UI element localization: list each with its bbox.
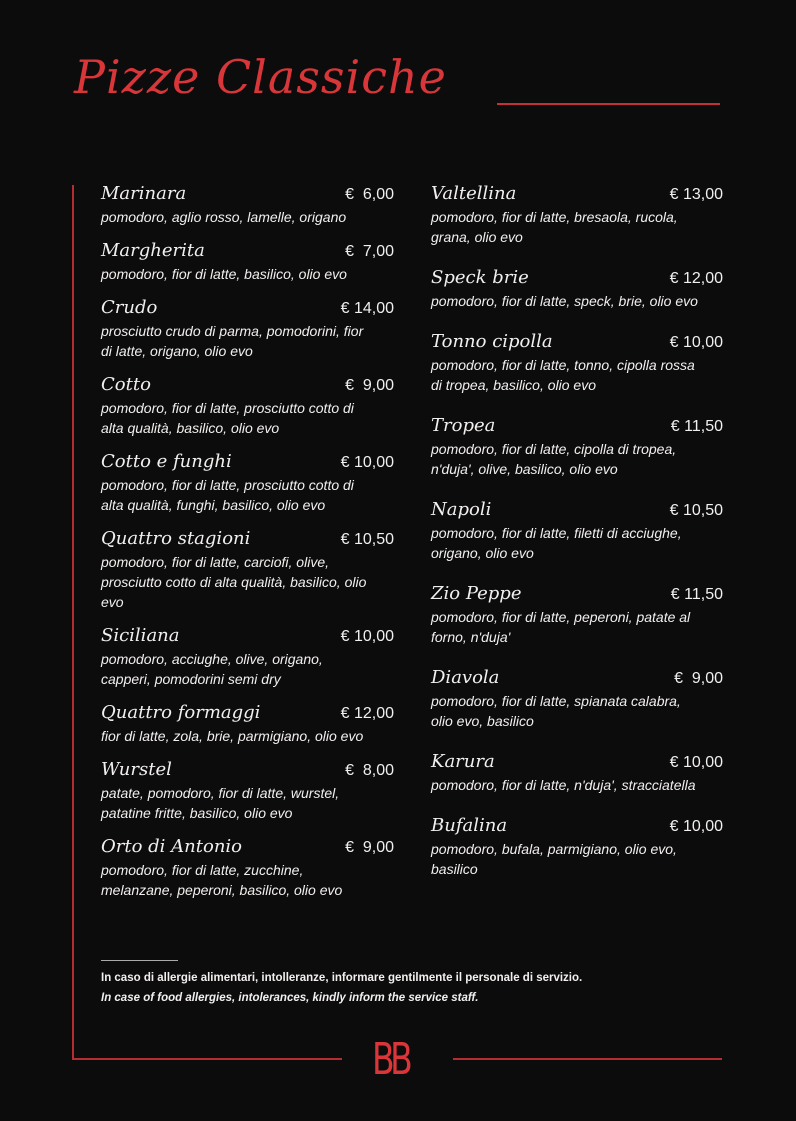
menu-item	[431, 331, 723, 395]
item-name: Orto di Antonio	[101, 836, 243, 857]
menu-item	[101, 374, 394, 438]
item-ingredients: pomodoro, fior di latte, speck, brie, olio evo	[431, 293, 698, 309]
item-price: € 10,50	[340, 531, 394, 548]
menu-item	[101, 451, 394, 515]
item-price: € 7,00	[345, 243, 394, 260]
item-name: Diavola	[431, 667, 500, 688]
item-ingredients: pomodoro, fior di latte, cipolla di tropea, n'duja', olive, basilico, olio evo	[431, 441, 677, 477]
frame-bottom-line-left	[72, 1058, 342, 1060]
menu-item	[101, 528, 394, 612]
menu-item	[431, 267, 723, 311]
menu-item-header	[101, 625, 394, 649]
menu-item	[101, 240, 394, 284]
item-price: € 13,00	[669, 186, 723, 203]
item-ingredients: prosciutto crudo di parma, pomodorini, fior di latte, origano, olio evo	[101, 323, 364, 359]
item-name: Speck brie	[431, 267, 529, 288]
menu-item	[101, 702, 394, 746]
item-name: Napoli	[431, 499, 492, 520]
menu-item-header	[431, 415, 723, 439]
menu-item-header	[101, 451, 394, 475]
menu-item	[101, 297, 394, 361]
item-price: € 6,00	[345, 186, 394, 203]
menu-item-header	[101, 297, 394, 321]
menu-item-header	[431, 583, 723, 607]
item-name: Karura	[431, 751, 495, 772]
item-price: € 11,50	[670, 418, 723, 435]
allergy-note-italian: In caso di allergie alimentari, intolleranze, informare gentilmente il personale di servizio.	[101, 972, 583, 984]
menu-item	[431, 667, 723, 731]
item-ingredients: pomodoro, fior di latte, zucchine, melanzane, peperoni, basilico, olio evo	[101, 862, 343, 898]
item-name: Cotto e funghi	[101, 451, 232, 472]
item-name: Tropea	[431, 415, 496, 436]
allergy-note-english: In case of food allergies, intolerances, kindly inform the service staff.	[101, 992, 479, 1004]
item-ingredients: pomodoro, fior di latte, filetti di acciughe, origano, olio evo	[431, 525, 682, 561]
item-name: Siciliana	[101, 625, 180, 646]
item-ingredients: pomodoro, acciughe, olive, origano, capperi, pomodorini semi dry	[101, 651, 323, 687]
menu-item-header	[101, 759, 394, 783]
item-name: Bufalina	[431, 815, 508, 836]
item-ingredients: patate, pomodoro, fior di latte, wurstel, patatine fritte, basilico, olio evo	[101, 785, 340, 821]
brand-logo: BB	[372, 1034, 409, 1085]
item-name: Quattro stagioni	[101, 528, 251, 549]
item-ingredients: fior di latte, zola, brie, parmigiano, olio evo	[101, 728, 364, 744]
menu-column-right	[431, 183, 723, 899]
item-price: € 11,50	[670, 586, 723, 603]
item-ingredients: pomodoro, bufala, parmigiano, olio evo, basilico	[431, 841, 677, 877]
item-ingredients: pomodoro, fior di latte, prosciutto cotto di alta qualità, basilico, olio evo	[101, 400, 354, 436]
item-price: € 14,00	[340, 300, 394, 317]
item-price: € 9,00	[345, 839, 394, 856]
item-price: € 12,00	[340, 705, 394, 722]
menu-item	[101, 836, 394, 900]
menu-item-header	[431, 815, 723, 839]
menu-item-header	[431, 267, 723, 291]
menu-item	[101, 759, 394, 823]
menu-item-header	[101, 240, 394, 264]
item-ingredients: pomodoro, fior di latte, n'duja', stracciatella	[431, 777, 696, 793]
menu-item	[431, 815, 723, 879]
frame-bottom-line-right	[453, 1058, 722, 1060]
item-price: € 10,00	[669, 818, 723, 835]
item-price: € 8,00	[345, 762, 394, 779]
page-title: Pizze Classiche	[74, 50, 447, 104]
menu-item	[431, 751, 723, 795]
item-name: Valtellina	[431, 183, 517, 204]
item-price: € 10,00	[669, 334, 723, 351]
menu-item	[431, 499, 723, 563]
menu-item-header	[431, 751, 723, 775]
item-name: Tonno cipolla	[431, 331, 553, 352]
item-name: Margherita	[101, 240, 205, 261]
menu-item-header	[101, 836, 394, 860]
menu-item-header	[101, 183, 394, 207]
frame-left-line	[72, 185, 74, 1059]
menu-item-header	[101, 528, 394, 552]
item-ingredients: pomodoro, fior di latte, tonno, cipolla rossa di tropea, basilico, olio evo	[431, 357, 695, 393]
menu-item	[431, 415, 723, 479]
item-price: € 12,00	[669, 270, 723, 287]
menu-item-header	[431, 667, 723, 691]
item-name: Quattro formaggi	[101, 702, 261, 723]
item-ingredients: pomodoro, aglio rosso, lamelle, origano	[101, 209, 347, 225]
item-name: Zio Peppe	[431, 583, 522, 604]
item-price: € 9,00	[674, 670, 723, 687]
item-price: € 10,50	[669, 502, 723, 519]
item-name: Wurstel	[101, 759, 172, 780]
item-ingredients: pomodoro, fior di latte, bresaola, rucola, grana, olio evo	[431, 209, 678, 245]
item-price: € 10,00	[669, 754, 723, 771]
item-price: € 10,00	[340, 454, 394, 471]
menu-item-header	[431, 499, 723, 523]
item-name: Marinara	[101, 183, 187, 204]
menu-item	[101, 183, 394, 227]
item-ingredients: pomodoro, fior di latte, basilico, olio evo	[101, 266, 347, 282]
menu-item-header	[431, 331, 723, 355]
item-name: Crudo	[101, 297, 158, 318]
menu-item-header	[431, 183, 723, 207]
item-ingredients: pomodoro, fior di latte, peperoni, patate al forno, n'duja'	[431, 609, 691, 645]
menu-item-header	[101, 374, 394, 398]
item-ingredients: pomodoro, fior di latte, spianata calabra, olio evo, basilico	[431, 693, 681, 729]
notes-divider	[101, 960, 178, 961]
menu-item	[101, 625, 394, 689]
menu-item	[431, 183, 723, 247]
menu-item-header	[101, 702, 394, 726]
item-price: € 10,00	[340, 628, 394, 645]
item-ingredients: pomodoro, fior di latte, carciofi, olive, prosciutto cotto di alta qualità, basilico, olio evo	[101, 554, 367, 610]
item-price: € 9,00	[345, 377, 394, 394]
item-name: Cotto	[101, 374, 151, 395]
menu-item	[431, 583, 723, 647]
item-ingredients: pomodoro, fior di latte, prosciutto cotto di alta qualità, funghi, basilico, olio evo	[101, 477, 354, 513]
title-divider	[497, 103, 720, 105]
menu-column-left	[101, 183, 394, 913]
